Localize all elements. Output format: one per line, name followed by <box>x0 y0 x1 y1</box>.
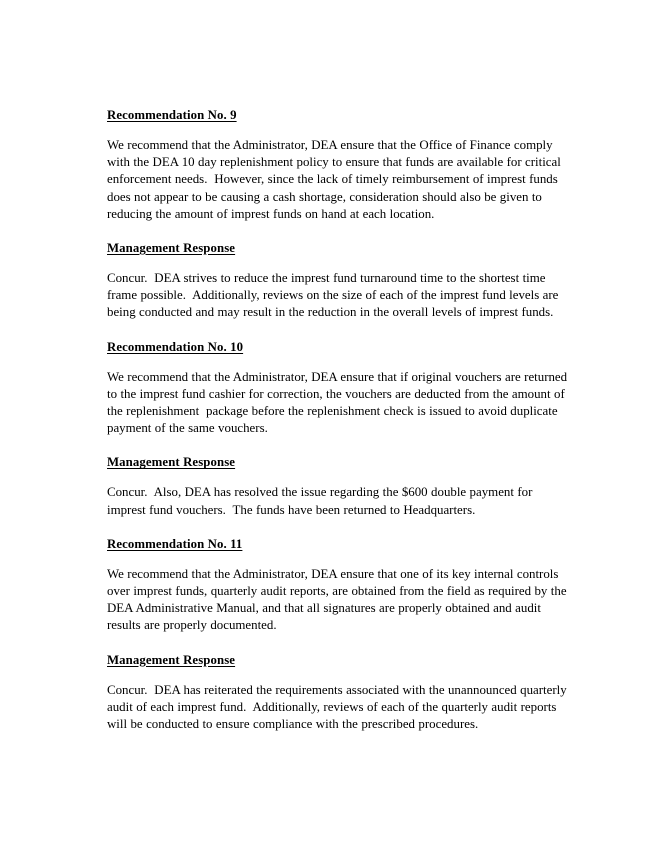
section-body: We recommend that the Administrator, DEA ensure that one of its key internal controls over imprest funds, quarterly audit reports, are obtained from the field as required by the DEA Administrative Manual, and that all signatures are properly obtained and audit results are properly documented. <box>107 566 570 633</box>
section-body: We recommend that the Administrator, DEA ensure that the Office of Finance comply with the DEA 10 day replenishment policy to ensure that funds are available for critical enforcement needs. However, since the lack of timely reimbursement of imprest funds does not appear to be causing a cash shortage, consideration should also be given to reducing the amount of imprest funds on hand at each location. <box>107 138 565 221</box>
section-recommendation-9 <box>107 106 573 223</box>
section-heading: Management Response <box>107 455 236 470</box>
section-heading: Management Response <box>107 652 236 667</box>
section-body: We recommend that the Administrator, DEA ensure that if original vouchers are returned to the imprest fund cashier for correction, the vouchers are deducted from the amount of the replenishment package before the replenishment check is issued to avoid duplicate payment of the same vouchers. <box>107 369 571 436</box>
section-management-response-11 <box>107 651 573 734</box>
section-heading: Recommendation No. 11 <box>107 536 243 551</box>
document-text-block <box>107 106 573 733</box>
section-heading: Recommendation No. 9 <box>107 108 237 122</box>
section-body: Concur. DEA has reiterated the requirements associated with the unannounced quarterly audit of each imprest fund. Additionally, reviews of each of the quarterly audit reports will be conducted to ensure compliance with the prescribed procedures. <box>107 682 571 732</box>
section-body: Concur. DEA strives to reduce the imprest fund turnaround time to the shortest time frame possible. Additionally, reviews on the size of each of the imprest fund levels are being conducted and may result in the reduction in the overall levels of imprest funds. <box>107 271 562 320</box>
section-heading: Management Response <box>107 241 236 256</box>
section-heading: Recommendation No. 10 <box>107 339 244 354</box>
section-recommendation-11 <box>107 535 573 635</box>
section-body: Concur. Also, DEA has resolved the issue regarding the $600 double payment for imprest fund vouchers. The funds have been returned to Headquarters. <box>107 485 536 517</box>
section-management-response-10 <box>107 453 573 518</box>
section-recommendation-10 <box>107 338 573 438</box>
section-management-response-9 <box>107 239 573 322</box>
